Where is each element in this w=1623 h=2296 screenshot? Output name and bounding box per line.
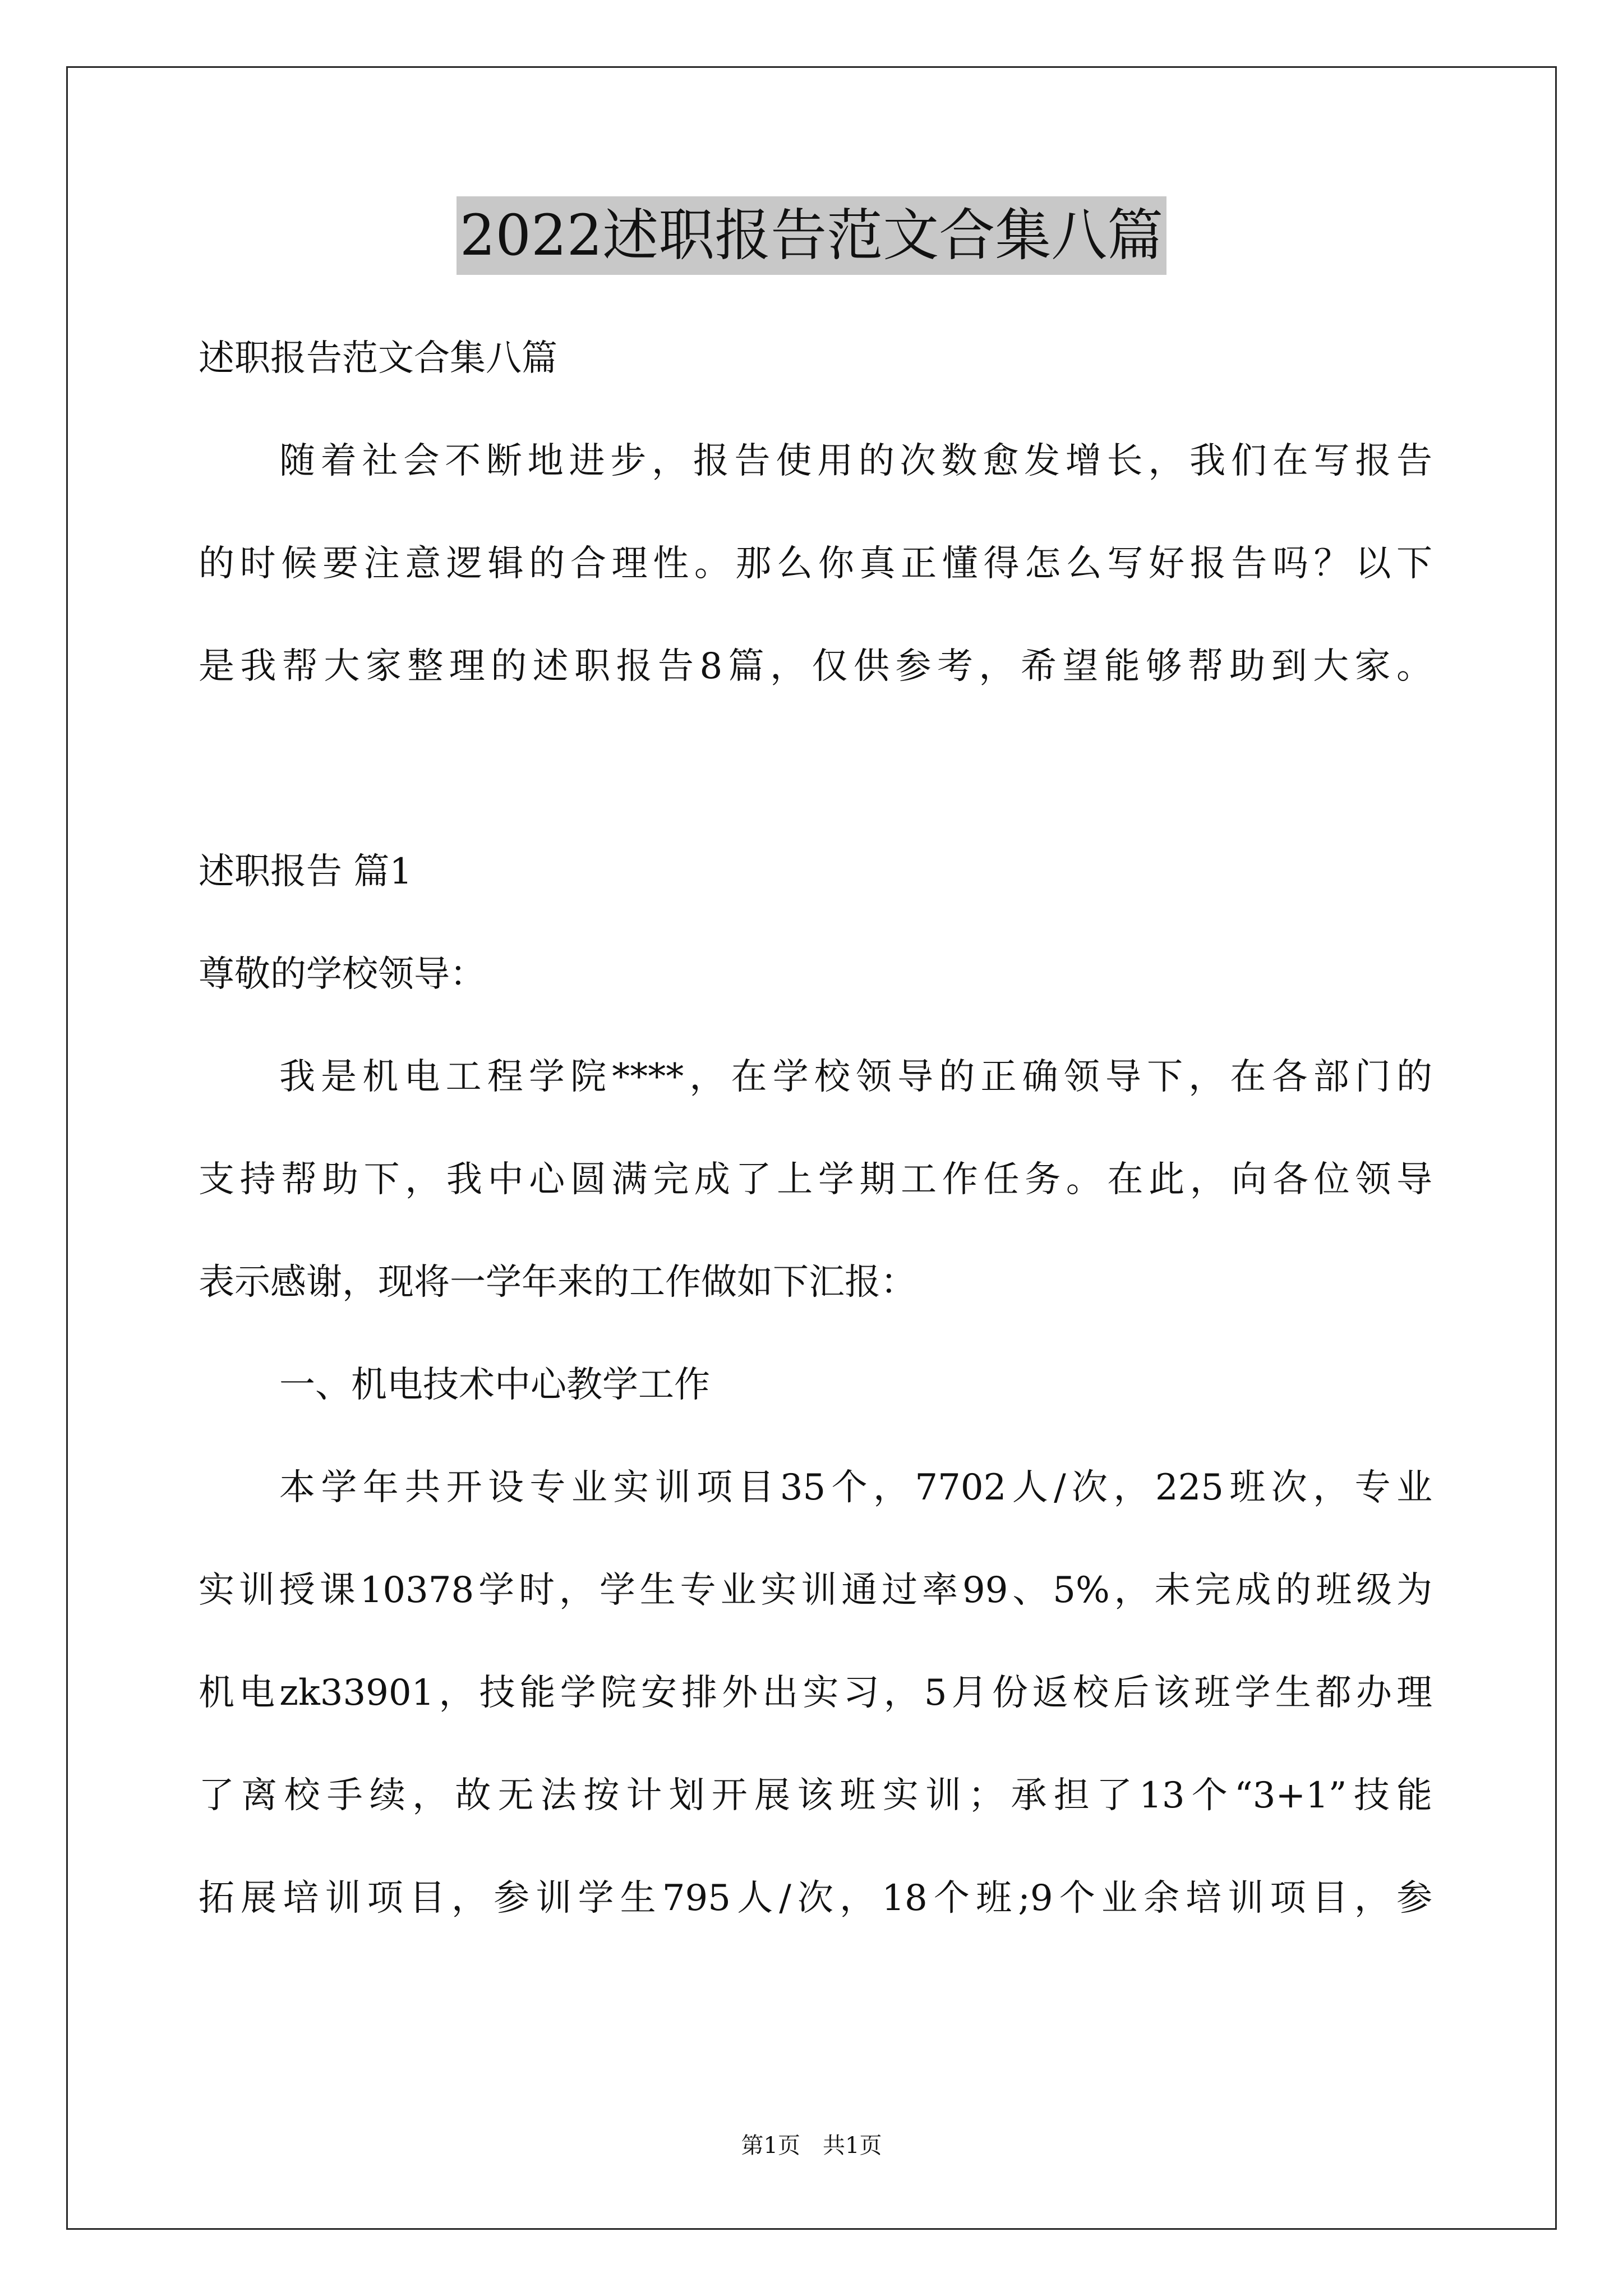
subsection-heading: 一、机电技术中心教学工作 bbox=[279, 1364, 710, 1406]
paragraph-line: 表示感谢，现将一学年来的工作做如下汇报： bbox=[199, 1262, 916, 1303]
page-number-label: 第1页 共1页 bbox=[741, 2133, 882, 2159]
title-container bbox=[0, 196, 1623, 275]
paragraph-line: 实训授课10378学时，学生专业实训通过率99、5%，未完成的班级为 bbox=[199, 1570, 1432, 1611]
paragraph-line: 拓展培训项目，参训学生795人/次，18个班;9个业余培训项目，参 bbox=[199, 1878, 1432, 1919]
salutation-line: 尊敬的学校领导： bbox=[199, 954, 486, 995]
subtitle-line: 述职报告范文合集八篇 bbox=[199, 338, 557, 379]
document-title: 2022述职报告范文合集八篇 bbox=[457, 196, 1167, 275]
paragraph-line: 是我帮大家整理的述职报告8篇，仅供参考，希望能够帮助到大家。 bbox=[199, 646, 1432, 687]
paragraph-line: 本学年共开设专业实训项目35个，7702人/次，225班次，专业 bbox=[279, 1467, 1432, 1508]
section-heading: 述职报告 篇1 bbox=[199, 851, 413, 892]
paragraph-line: 随着社会不断地进步，报告使用的次数愈发增长，我们在写报告 bbox=[279, 440, 1432, 482]
paragraph-line: 机电zk33901，技能学院安排外出实习，5月份返校后该班学生都办理 bbox=[199, 1672, 1432, 1714]
paragraph-line: 我是机电工程学院****，在学校领导的正确领导下，在各部门的 bbox=[279, 1056, 1432, 1098]
page-footer bbox=[0, 2129, 1623, 2162]
paragraph-line: 的时候要注意逻辑的合理性。那么你真正懂得怎么写好报告吗？以下 bbox=[199, 543, 1432, 585]
paragraph-line: 了离校手续，故无法按计划开展该班实训；承担了13个“3+1”技能 bbox=[199, 1775, 1432, 1816]
document-body bbox=[199, 307, 1432, 1950]
paragraph-line: 支持帮助下，我中心圆满完成了上学期工作任务。在此，向各位领导 bbox=[199, 1159, 1432, 1200]
